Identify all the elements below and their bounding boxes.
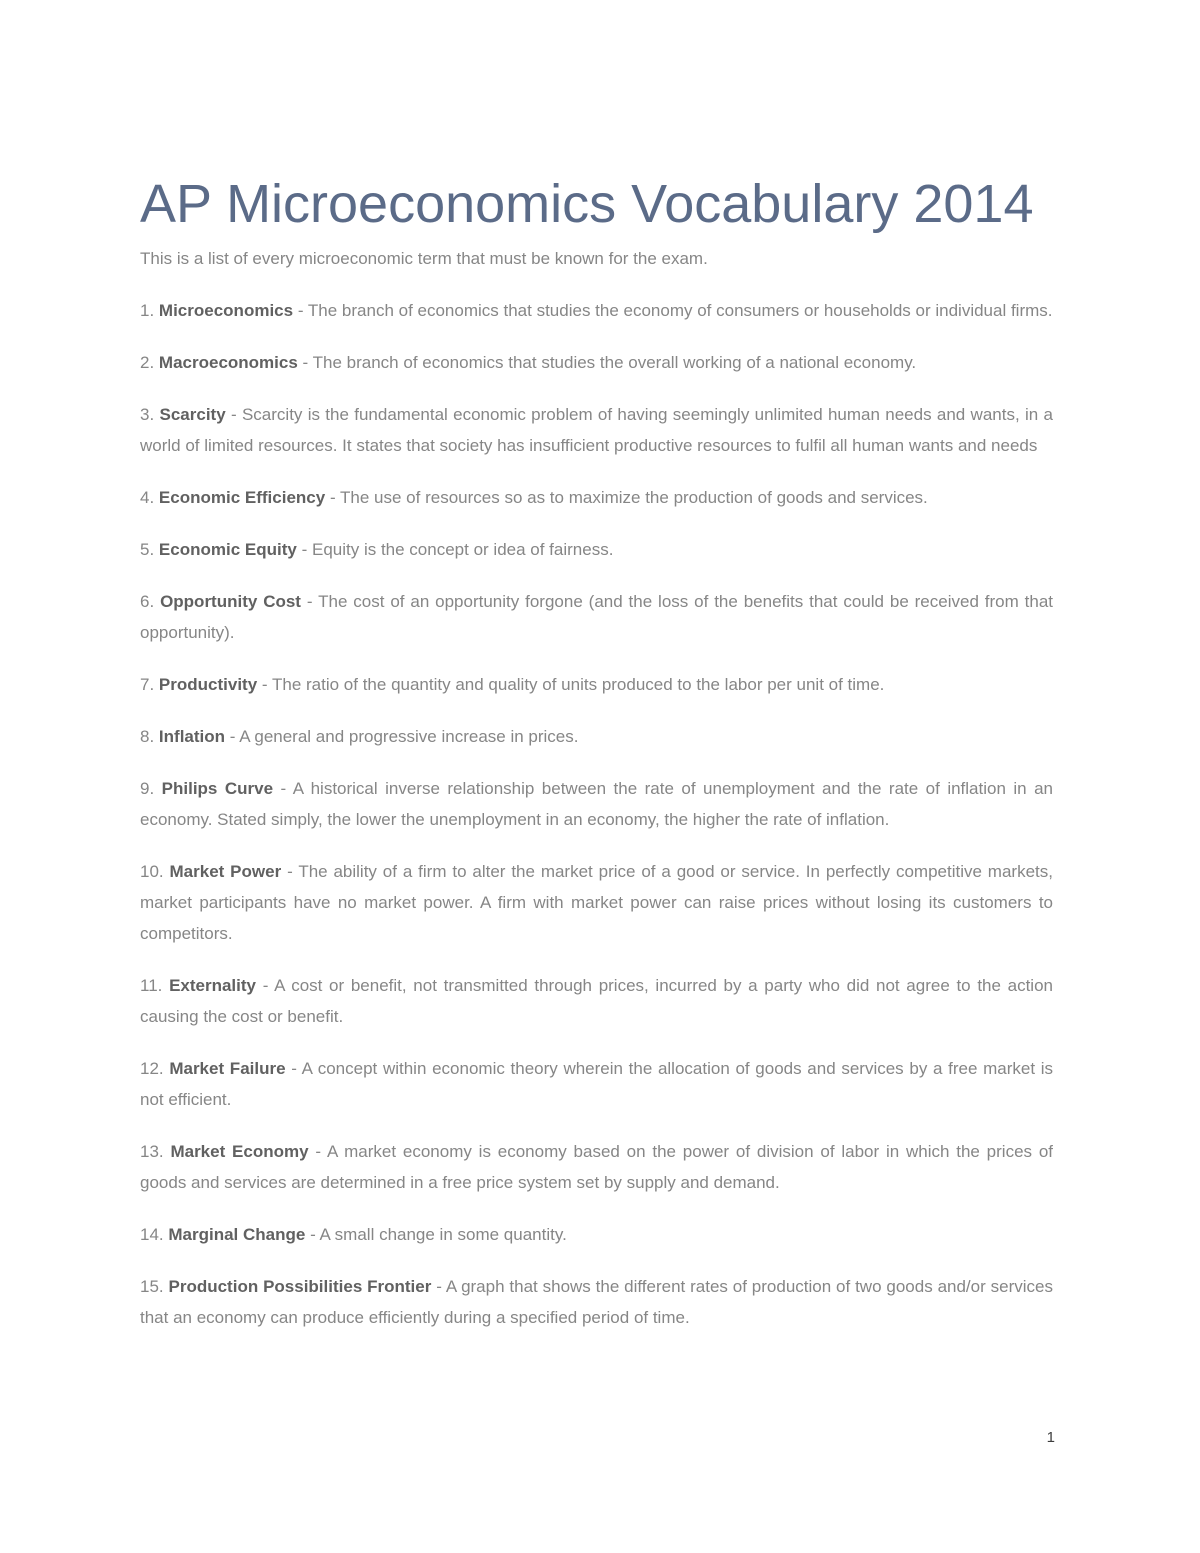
term-definition: The branch of economics that studies the overall working of a national economy.	[312, 353, 917, 372]
page-number: 1	[1046, 1429, 1055, 1446]
term-number: 13.	[140, 1142, 164, 1161]
term-definition: A concept within economic theory wherein the allocation of goods and services by a free market is not efficient.	[140, 1059, 1053, 1109]
term-separator: -	[329, 488, 336, 507]
term-number: 5.	[140, 540, 155, 559]
term-definition: A cost or benefit, not transmitted through prices, incurred by a party who did not agree to the action causing the cost or benefit.	[140, 976, 1053, 1026]
term-item	[140, 586, 1053, 648]
term-separator: -	[287, 862, 293, 881]
term-name: Macroeconomics	[158, 353, 298, 372]
term-name: Philips Curve	[161, 779, 274, 798]
term-definition: A graph that shows the different rates of production of two goods and/or services that an economy can produce efficiently during a specified period of time.	[140, 1277, 1053, 1327]
term-item	[140, 721, 1053, 752]
term-number: 3.	[140, 405, 155, 424]
term-number: 4.	[140, 488, 155, 507]
term-number: 9.	[140, 779, 155, 798]
term-name: Market Economy	[170, 1142, 309, 1161]
term-separator: -	[261, 675, 268, 694]
term-number: 1.	[140, 301, 155, 320]
term-name: Productivity	[158, 675, 258, 694]
term-name: Inflation	[158, 727, 226, 746]
term-separator: -	[291, 1059, 297, 1078]
term-list	[140, 295, 1053, 1333]
term-number: 15.	[140, 1277, 164, 1296]
term-separator: -	[315, 1142, 322, 1161]
term-number: 12.	[140, 1059, 164, 1078]
term-separator: -	[310, 1225, 316, 1244]
term-item	[140, 347, 1053, 378]
term-number: 2.	[140, 353, 155, 372]
term-definition: Scarcity is the fundamental economic problem of having seemingly unlimited human needs and wants, in a world of limited resources. It states that society has insufficient productive resources to fulfil all human wants and needs	[140, 405, 1053, 455]
term-item	[140, 1136, 1053, 1198]
term-separator: -	[297, 301, 304, 320]
term-definition: Equity is the concept or idea of fairness.	[311, 540, 614, 559]
term-item	[140, 534, 1053, 565]
term-separator: -	[302, 353, 309, 372]
document-page	[140, 0, 1053, 1354]
term-separator: -	[230, 405, 237, 424]
term-item	[140, 482, 1053, 513]
term-item	[140, 295, 1053, 326]
term-name: Market Failure	[169, 1059, 286, 1078]
term-item	[140, 773, 1053, 835]
term-name: Opportunity Cost	[160, 592, 301, 611]
term-item	[140, 1271, 1053, 1333]
term-number: 10.	[140, 862, 164, 881]
term-definition: A market economy is economy based on the power of division of labor in which the prices of goods and services are determined in a free price system set by supply and demand.	[140, 1142, 1054, 1192]
term-item	[140, 970, 1053, 1032]
term-definition: A historical inverse relationship between the rate of unemployment and the rate of inflation in an economy. Stated simply, the lower the unemployment in an economy, the higher the rate of inflation.	[140, 779, 1053, 829]
term-definition: The branch of economics that studies the economy of consumers or households or individual firms.	[307, 301, 1053, 320]
term-name: Marginal Change	[168, 1225, 306, 1244]
term-name: Economic Equity	[158, 540, 297, 559]
term-separator: -	[229, 727, 236, 746]
term-number: 11.	[140, 976, 163, 995]
term-name: Scarcity	[159, 405, 226, 424]
term-separator: -	[301, 540, 308, 559]
term-item	[140, 856, 1053, 949]
term-definition: A general and progressive increase in prices.	[239, 727, 579, 746]
term-name: Externality	[169, 976, 256, 995]
term-definition: The ability of a firm to alter the market price of a good or service. In perfectly competitive markets, market participants have no market power. A firm with market power can raise prices without losing its customers to competitors.	[140, 862, 1053, 943]
term-separator: -	[280, 779, 287, 798]
term-name: Economic Efficiency	[158, 488, 326, 507]
term-definition: The cost of an opportunity forgone (and the loss of the benefits that could be received from that opportunity).	[140, 592, 1053, 642]
term-separator: -	[436, 1277, 442, 1296]
term-name: Market Power	[169, 862, 282, 881]
term-separator: -	[306, 592, 313, 611]
term-separator: -	[262, 976, 269, 995]
term-item	[140, 669, 1053, 700]
term-item	[140, 1053, 1053, 1115]
term-number: 14.	[140, 1225, 164, 1244]
page-title: AP Microeconomics Vocabulary 2014	[140, 174, 1034, 234]
term-definition: The use of resources so as to maximize the production of goods and services.	[340, 488, 928, 507]
term-item	[140, 1219, 1053, 1250]
term-number: 7.	[140, 675, 155, 694]
intro-text: This is a list of every microeconomic term that must be known for the exam.	[140, 249, 708, 268]
term-number: 6.	[140, 592, 155, 611]
term-name: Production Possibilities Frontier	[168, 1277, 432, 1296]
term-definition: The ratio of the quantity and quality of units produced to the labor per unit of time.	[272, 675, 885, 694]
term-definition: A small change in some quantity.	[319, 1225, 567, 1244]
term-item	[140, 399, 1053, 461]
term-name: Microeconomics	[158, 301, 294, 320]
term-number: 8.	[140, 727, 155, 746]
